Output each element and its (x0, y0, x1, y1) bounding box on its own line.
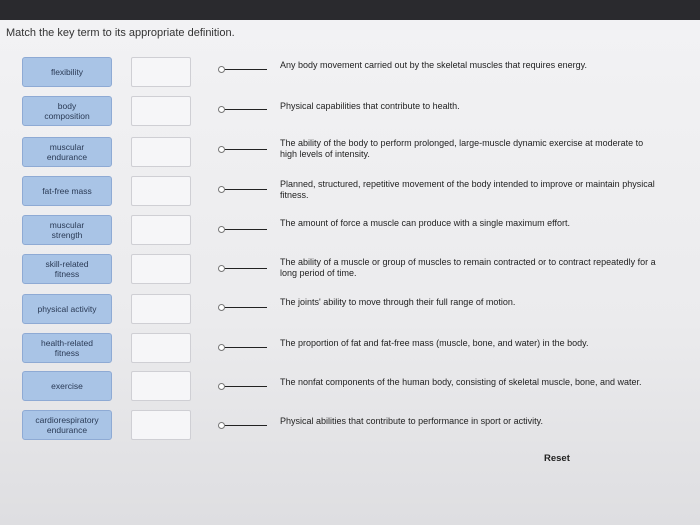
connector-dot-icon[interactable] (218, 226, 225, 233)
instruction-text: Match the key term to its appropriate definition. (6, 27, 235, 39)
term-label: muscular endurance (46, 142, 88, 162)
connector (218, 263, 268, 275)
term-card[interactable] (22, 96, 112, 126)
term-label: exercise (51, 381, 83, 391)
term-card[interactable] (22, 410, 112, 440)
connector (218, 381, 268, 393)
definition-text: The ability of the body to perform prolonged, large-muscle dynamic exercise at moderate to high levels of intensity. (280, 138, 644, 159)
connector-line (225, 307, 267, 308)
definition-text: The joints' ability to move through their full range of motion. (280, 297, 516, 307)
connector-dot-icon[interactable] (218, 106, 225, 113)
term-card[interactable] (22, 254, 112, 284)
term-label: health-related fitness (41, 338, 93, 358)
term-card[interactable] (22, 176, 112, 206)
definition-text: The amount of force a muscle can produce with a single maximum effort. (280, 218, 570, 228)
term-card[interactable] (22, 215, 112, 245)
term-label: body composition (44, 101, 90, 121)
connector-line (225, 386, 267, 387)
connector-line (225, 229, 267, 230)
drop-slot[interactable] (131, 57, 191, 87)
term-label: fat-free mass (42, 186, 92, 196)
term-card[interactable] (22, 333, 112, 363)
connector (218, 184, 268, 196)
term-card[interactable] (22, 137, 112, 167)
connector (218, 302, 268, 314)
connector (218, 420, 268, 432)
drop-slot[interactable] (131, 410, 191, 440)
connector-line (225, 189, 267, 190)
connector-dot-icon[interactable] (218, 383, 225, 390)
drop-slot[interactable] (131, 254, 191, 284)
connector-line (225, 268, 267, 269)
drop-slot[interactable] (131, 96, 191, 126)
connector (218, 342, 268, 354)
connector-dot-icon[interactable] (218, 66, 225, 73)
term-label: flexibility (50, 67, 84, 77)
definition-text: The ability of a muscle or group of muscles to remain contracted or to contract repeatedly for a long period of time. (280, 257, 656, 278)
drop-slot[interactable] (131, 371, 191, 401)
definition-text: Planned, structured, repetitive movement of the body intended to improve or maintain physical fitness. (280, 179, 655, 200)
connector-dot-icon[interactable] (218, 146, 225, 153)
connector (218, 224, 268, 236)
term-label: skill-related fitness (45, 259, 89, 279)
reset-button[interactable]: Reset (544, 453, 570, 464)
definition-text: The nonfat components of the human body, consisting of skeletal muscle, bone, and water. (280, 377, 642, 387)
connector-line (225, 149, 267, 150)
term-card[interactable] (22, 57, 112, 87)
term-card[interactable] (22, 371, 112, 401)
term-card[interactable] (22, 294, 112, 324)
connector-dot-icon[interactable] (218, 344, 225, 351)
definition-text: Physical abilities that contribute to performance in sport or activity. (280, 416, 543, 426)
term-label: physical activity (37, 304, 97, 314)
drop-slot[interactable] (131, 294, 191, 324)
top-bar (0, 0, 700, 20)
connector (218, 104, 268, 116)
connector-dot-icon[interactable] (218, 186, 225, 193)
definition-text: Physical capabilities that contribute to health. (280, 101, 460, 111)
connector-line (225, 425, 267, 426)
connector-line (225, 69, 267, 70)
term-label: muscular strength (49, 220, 85, 240)
drop-slot[interactable] (131, 176, 191, 206)
connector (218, 64, 268, 76)
connector-dot-icon[interactable] (218, 422, 225, 429)
connector-line (225, 109, 267, 110)
term-label: cardiorespiratory endurance (35, 415, 99, 435)
connector-dot-icon[interactable] (218, 265, 225, 272)
connector-dot-icon[interactable] (218, 304, 225, 311)
connector-line (225, 347, 267, 348)
connector (218, 144, 268, 156)
drop-slot[interactable] (131, 215, 191, 245)
definition-text: Any body movement carried out by the skeletal muscles that requires energy. (280, 60, 587, 70)
drop-slot[interactable] (131, 137, 191, 167)
definition-text: The proportion of fat and fat-free mass (muscle, bone, and water) in the body. (280, 338, 589, 348)
drop-slot[interactable] (131, 333, 191, 363)
